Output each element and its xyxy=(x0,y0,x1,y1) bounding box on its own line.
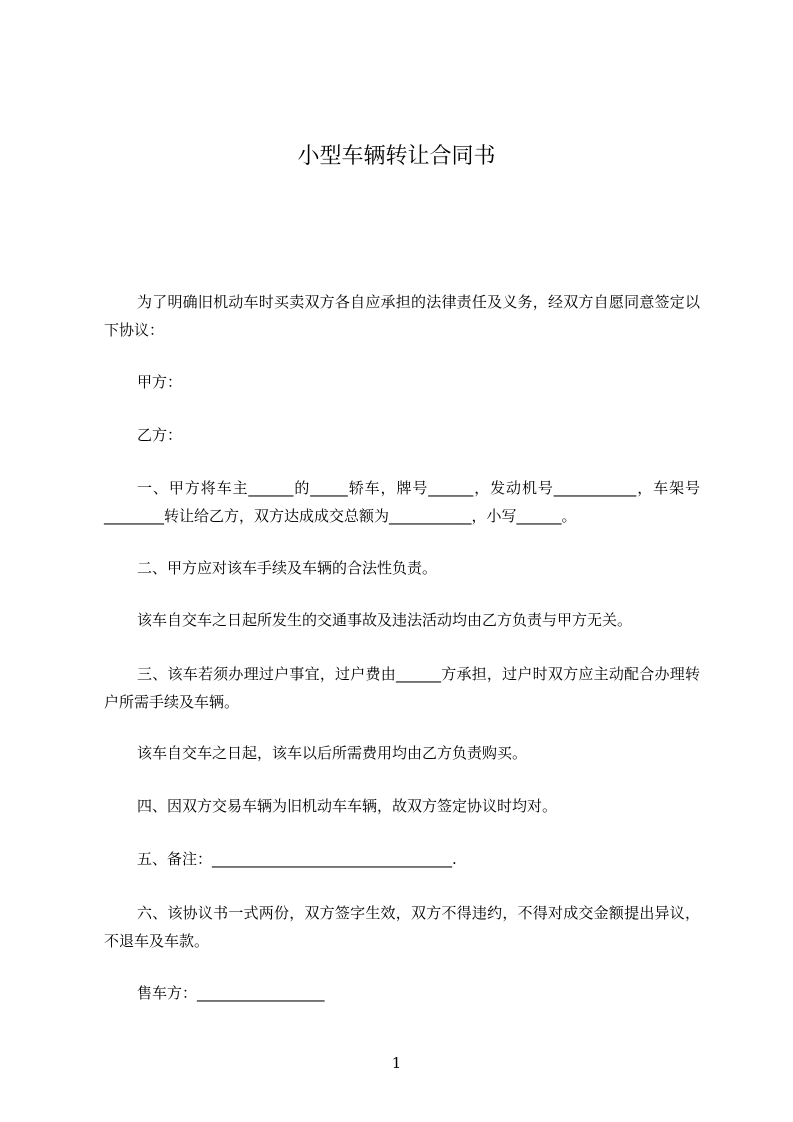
page-number: 1 xyxy=(391,1054,402,1072)
clause-3-detail-paragraph: 该车自交车之日起，该车以后所需费用均由乙方负责购买。 xyxy=(137,744,528,762)
clause-5-remarks-line: 五、备注：________________________________. xyxy=(137,850,457,868)
party-b-line: 乙方： xyxy=(137,426,183,444)
clause-2-paragraph: 二、甲方应对该车手续及车辆的合法性负责。 xyxy=(137,559,438,577)
clause-2-detail-paragraph: 该车自交车之日起所发生的交通事故及违法活动均由乙方负责与甲方无关。 xyxy=(137,611,633,629)
clause-1-paragraph: 一、甲方将车主______的_____轿车，牌号______，发动机号___________，车架号________转让给乙方，双方达成成交总额为___________，小写______。 xyxy=(104,479,700,525)
clause-4-paragraph: 四、因双方交易车辆为旧机动车车辆，故双方签定协议时均对。 xyxy=(137,797,558,815)
preamble-paragraph: 为了明确旧机动车时买卖双方各自应承担的法律责任及义务，经双方自愿同意签定以下协议： xyxy=(104,293,700,339)
clause-6-paragraph: 六、该协议书一式两份，双方签字生效，双方不得违约，不得对成交金额提出异议，不退车及车款。 xyxy=(104,904,700,950)
party-a-line: 甲方： xyxy=(137,373,183,391)
clause-3-paragraph: 三、该车若须办理过户事宜，过户费由______方承担，过户时双方应主动配合办理转户所需手续及车辆。 xyxy=(104,665,700,711)
seller-signature-line: 售车方：_________________ xyxy=(137,984,325,1002)
document-title: 小型车辆转让合同书 xyxy=(297,144,496,169)
